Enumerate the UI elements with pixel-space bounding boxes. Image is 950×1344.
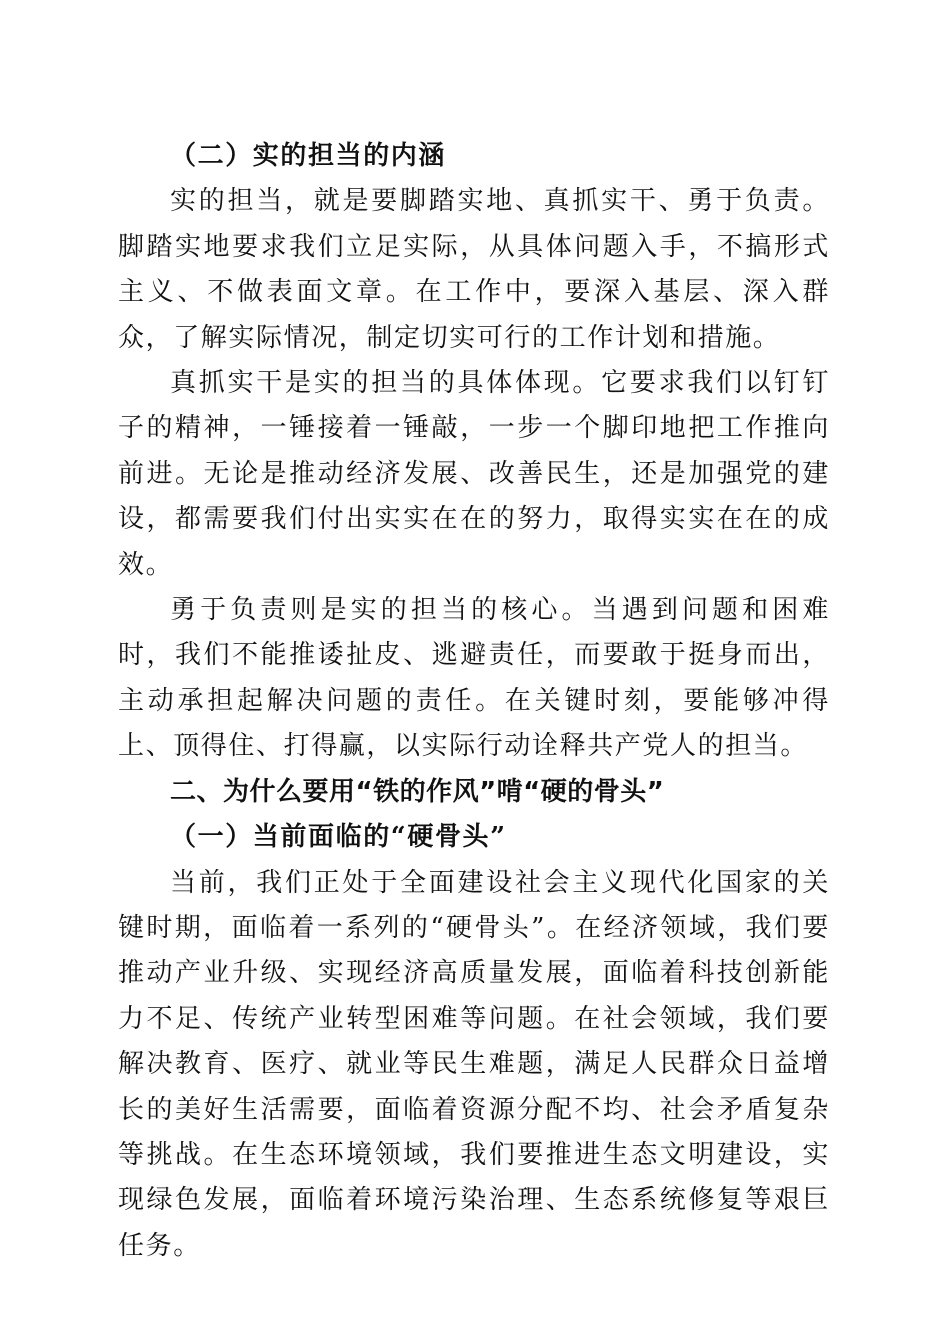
paragraph-current-challenges: 当前，我们正处于全面建设社会主义现代化国家的关键时期，面临着一系列的“硬骨头”。在经济领域，我们要推动产业升级、实现经济高质量发展，面临着科技创新能力不足、传统产业转型困难等问题。在社会领域，我们要解决教育、医疗、就业等民生难题，满足人民群众日益增长的美好生活需要，面临着资源分配不均、社会矛盾复杂等挑战。在生态环境领域，我们要推进生态文明建设，实现绿色发展，面临着环境污染治理、生态系统修复等艰巨任务。 [118,867,830,1261]
subsection-heading-meaning-of-practical-responsibility: （二）实的担当的内涵 [170,141,447,171]
paragraph-taking-responsibility: 勇于负责则是实的担当的核心。当遇到问题和困难时，我们不能推诿扯皮、逃避责任，而要敢于挺身而出，主动承担起解决问题的责任。在关键时刻，要能够冲得上、顶得住、打得赢，以实际行动诠释共产党人的担当。 [118,595,830,762]
subsection-heading-current-hard-bones: （一）当前面临的“硬骨头” [170,822,507,853]
document-body [118,134,830,1269]
paragraph-real-action: 真抓实干是实的担当的具体体现。它要求我们以钉钉子的精神，一锤接着一锤敲，一步一个脚印地把工作推向前进。无论是推动经济发展、改善民生，还是加强党的建设，都需要我们付出实实在在的努力，取得实实在在的成效。 [118,368,830,580]
paragraph-down-to-earth: 实的担当，就是要脚踏实地、真抓实干、勇于负责。脚踏实地要求我们立足实际，从具体问题入手，不搞形式主义、不做表面文章。在工作中，要深入基层、深入群众，了解实际情况，制定切实可行的工作计划和措施。 [118,186,830,353]
section-heading-why-iron-style: 二、为什么要用“铁的作风”啃“硬的骨头” [170,776,665,807]
